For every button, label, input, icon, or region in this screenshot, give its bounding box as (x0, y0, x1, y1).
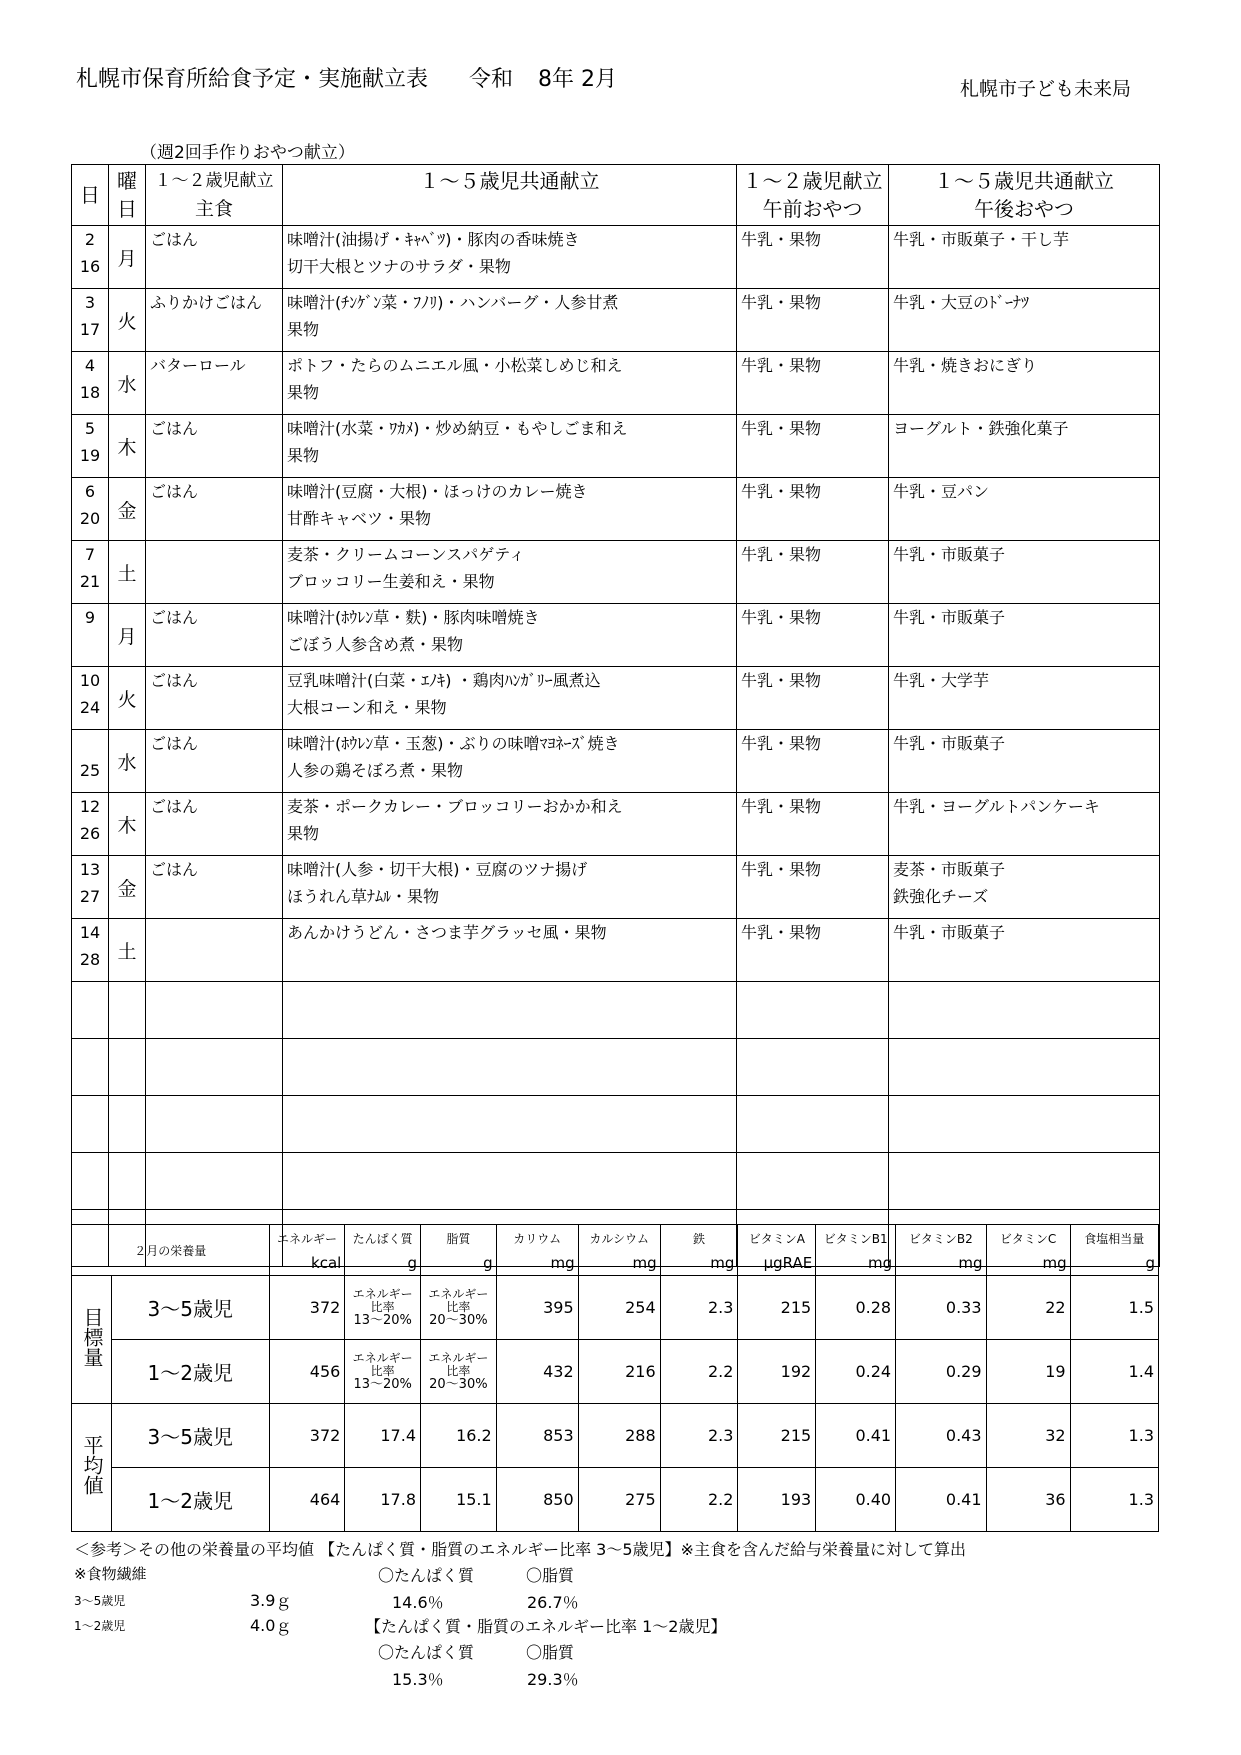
protein-label-12: 〇たんぱく質 (378, 1643, 475, 1662)
nutrient-name: カルシウム (578, 1225, 660, 1252)
reference-notes (74, 1536, 966, 1563)
staple-cell: ごはん (146, 667, 283, 730)
am-snack-cell: 牛乳・果物 (737, 541, 889, 604)
weekday-cell: 月 (109, 604, 146, 667)
date-cell (72, 352, 109, 415)
menu-row (72, 856, 1160, 919)
staple-cell: ごはん (146, 415, 283, 478)
main-dish-cell (283, 730, 737, 793)
empty-cell (146, 1096, 283, 1153)
weekday-cell: 土 (109, 541, 146, 604)
main-line-1: 豆乳味噌汁(白菜・ｴﾉｷ) ・鶏肉ﾊﾝｶﾞﾘｰ風煮込 (287, 671, 601, 690)
pm-line-1: 牛乳・ヨーグルトパンケーキ (893, 797, 1100, 816)
protein-ratio-35: 14.6％ (392, 1593, 444, 1612)
date-cell (72, 415, 109, 478)
date-cell (72, 604, 109, 667)
date-2: 16 (79, 257, 101, 276)
main-line-1: 味噌汁(ﾎｳﾚﾝ草・麩)・豚肉味噌焼き (287, 608, 540, 627)
main-line-1: 味噌汁(豆腐・大根)・ほっけのカレー焼き (287, 482, 588, 501)
main-line-2: 大根コーン和え・果物 (287, 698, 447, 717)
empty-cell (889, 1096, 1160, 1153)
menu-row (72, 667, 1160, 730)
empty-cell (283, 1153, 737, 1210)
ratio-range: 20～30% (429, 1313, 488, 1328)
nutrient-name: ビタミンA (738, 1225, 816, 1252)
fiber-age-12: 1～2歳児 (74, 1619, 126, 1633)
main-line-1: 味噌汁(水菜・ﾜｶﾒ)・炒め納豆・もやしごま和え (287, 419, 628, 438)
menu-header-row (72, 165, 1160, 226)
date-1: 2 (84, 230, 96, 249)
main-dish-cell (283, 478, 737, 541)
date-2: 24 (79, 698, 101, 717)
fiber-value-35: 3.9ｇ (250, 1591, 292, 1610)
nutrient-unit: g (421, 1251, 497, 1276)
staple-cell: ごはん (146, 478, 283, 541)
main-line-1: 麦茶・ポークカレー・ブロッコリーおかか和え (287, 797, 623, 816)
pm-snack-cell (889, 667, 1160, 730)
vitB1-value: 0.40 (816, 1468, 896, 1532)
vitC-value: 32 (986, 1404, 1070, 1468)
average-group-label (72, 1404, 112, 1532)
am-snack-cell: 牛乳・果物 (737, 667, 889, 730)
organization: 札幌市子ども未来局 (960, 78, 1132, 100)
main-line-1: 麦茶・クリームコーンスパゲティ (287, 545, 525, 564)
menu-row-empty (72, 1096, 1160, 1153)
calcium-value: 216 (578, 1340, 660, 1404)
nutrient-unit: μgRAE (738, 1251, 816, 1276)
menu-row-empty (72, 982, 1160, 1039)
date-2: 26 (79, 824, 101, 843)
date-1: 4 (84, 356, 96, 375)
nutrient-name: ビタミンB1 (816, 1225, 896, 1252)
iron-value: 2.3 (660, 1404, 738, 1468)
nutrient-unit: g (345, 1251, 421, 1276)
date-2: 27 (79, 887, 101, 906)
header-am-snack: １～２歳児献立 午前おやつ (737, 165, 889, 226)
nutrient-unit: mg (986, 1251, 1070, 1276)
main-dish-cell (283, 604, 737, 667)
nutrient-name: 食塩相当量 (1070, 1225, 1158, 1252)
ratio-label: エネルギー (352, 1351, 413, 1365)
date-cell (72, 289, 109, 352)
menu-row (72, 226, 1160, 289)
date-2: 20 (79, 509, 101, 528)
iron-value: 2.2 (660, 1340, 738, 1404)
empty-cell (109, 1039, 146, 1096)
main-dish-cell (283, 289, 737, 352)
main-line-2: 果物 (287, 446, 320, 465)
pm-snack-cell (889, 415, 1160, 478)
target-group-label (72, 1276, 112, 1404)
date-1 (72, 730, 108, 757)
fiber-label: ※食物繊維 (74, 1565, 147, 1583)
am-snack-cell: 牛乳・果物 (737, 226, 889, 289)
fat-label-35: 〇脂質 (526, 1566, 575, 1585)
am-snack-cell: 牛乳・果物 (737, 856, 889, 919)
menu-row (72, 352, 1160, 415)
main-line-2: 甘酢キャベツ・果物 (287, 509, 432, 528)
empty-cell (889, 1153, 1160, 1210)
age-group: 3～5歳児 (111, 1404, 269, 1468)
protein-value: 17.4 (345, 1404, 421, 1468)
pm-snack-cell (889, 226, 1160, 289)
empty-cell (72, 982, 109, 1039)
age-group: 1～2歳児 (111, 1340, 269, 1404)
fat-ratio-cell (421, 1276, 497, 1340)
staple-cell (146, 919, 283, 982)
empty-cell (283, 1039, 737, 1096)
date-2: 19 (79, 446, 101, 465)
vitC-value: 19 (986, 1340, 1070, 1404)
fat-ratio-35: 26.7％ (527, 1593, 579, 1612)
date-1: 7 (84, 545, 96, 564)
header-staple: １～２歳児献立 主食 (146, 165, 283, 226)
nutrient-unit: mg (896, 1251, 986, 1276)
menu-row (72, 919, 1160, 982)
calcium-value: 254 (578, 1276, 660, 1340)
date-1: 10 (79, 671, 101, 690)
weekday-cell: 水 (109, 730, 146, 793)
pm-snack-cell (889, 730, 1160, 793)
average-row (72, 1468, 1159, 1532)
main-dish-cell (283, 667, 737, 730)
main-line-1: 味噌汁(ﾁﾝｹﾞﾝ菜・ﾌﾉﾘ)・ハンバーグ・人参甘煮 (287, 293, 619, 312)
vitB1-value: 0.28 (816, 1276, 896, 1340)
main-line-2: 切干大根とツナのサラダ・果物 (287, 257, 511, 276)
fat-ratio-cell (421, 1340, 497, 1404)
nutrient-name: 脂質 (421, 1225, 497, 1252)
fat-label-12: 〇脂質 (526, 1643, 575, 1662)
weekday-cell: 土 (109, 919, 146, 982)
main-line-1: あんかけうどん・さつま芋グラッセ風・果物 (287, 923, 607, 942)
nutrient-name: たんぱく質 (345, 1225, 421, 1252)
weekday-cell: 月 (109, 226, 146, 289)
ratio-label: エネルギー (428, 1351, 489, 1365)
empty-cell (283, 1096, 737, 1153)
ratio-label-2: 比率 (446, 1364, 471, 1378)
nutrient-name: ビタミンB2 (896, 1225, 986, 1252)
main-line-1: ポトフ・たらのムニエル風・小松菜しめじ和え (287, 356, 623, 375)
empty-cell (737, 1039, 889, 1096)
iron-value: 2.3 (660, 1276, 738, 1340)
weekday-cell: 金 (109, 478, 146, 541)
main-line-1: 味噌汁(油揚げ・ｷｬﾍﾞﾂ)・豚肉の香味焼き (287, 230, 580, 249)
vitB2-value: 0.33 (896, 1276, 986, 1340)
pm-line-1: 牛乳・大豆のﾄﾞｰﾅﾂ (893, 293, 1030, 312)
empty-cell (146, 1039, 283, 1096)
iron-value: 2.2 (660, 1468, 738, 1532)
nutrient-unit: mg (578, 1251, 660, 1276)
header-main: １～５歳児共通献立 (283, 165, 737, 226)
pm-line-2: 鉄強化チーズ (893, 887, 989, 906)
date-cell (72, 226, 109, 289)
empty-cell (146, 982, 283, 1039)
ratio-range: 13～20% (353, 1377, 412, 1392)
main-line-2: 果物 (287, 320, 320, 339)
pm-line-1: 牛乳・焼きおにぎり (893, 356, 1038, 375)
date-1: 14 (79, 923, 101, 942)
ratio-range: 20～30% (429, 1377, 488, 1392)
target-row (72, 1340, 1159, 1404)
protein-ratio-cell (345, 1276, 421, 1340)
nutrient-name: ビタミンC (986, 1225, 1070, 1252)
nutrition-title: ２月の栄養量 (72, 1225, 270, 1276)
main-line-2: ごぼう人参含め煮・果物 (287, 635, 464, 654)
nutrient-name: エネルギー (269, 1225, 345, 1252)
staple-cell: ふりかけごはん (146, 289, 283, 352)
pm-snack-cell (889, 919, 1160, 982)
vitB1-value: 0.24 (816, 1340, 896, 1404)
date-2: 21 (79, 572, 101, 591)
pm-line-1: 麦茶・市販菓子 (893, 860, 1006, 879)
empty-cell (283, 982, 737, 1039)
group-label-text: 平均値 (79, 1434, 104, 1495)
staple-cell: ごはん (146, 604, 283, 667)
fat-value: 16.2 (421, 1404, 497, 1468)
date-cell (72, 730, 109, 793)
ratio-label: エネルギー (428, 1287, 489, 1301)
am-snack-cell: 牛乳・果物 (737, 415, 889, 478)
pm-snack-cell (889, 289, 1160, 352)
ratio-label-2: 比率 (370, 1364, 395, 1378)
main-line-1: 味噌汁(ﾎｳﾚﾝ草・玉葱)・ぶりの味噌ﾏﾖﾈｰｽﾞ焼き (287, 734, 620, 753)
protein-value: 17.8 (345, 1468, 421, 1532)
am-snack-cell: 牛乳・果物 (737, 730, 889, 793)
weekday-cell: 木 (109, 793, 146, 856)
energy-value: 456 (269, 1340, 345, 1404)
title-text: 札幌市保育所給食予定・実施献立表 (76, 67, 429, 92)
main-line-2: 果物 (287, 824, 320, 843)
main-dish-cell (283, 793, 737, 856)
am-snack-cell: 牛乳・果物 (737, 919, 889, 982)
date-cell (72, 919, 109, 982)
salt-value: 1.3 (1070, 1468, 1158, 1532)
protein-ratio-cell (345, 1340, 421, 1404)
staple-cell: バターロール (146, 352, 283, 415)
nutrient-unit: mg (816, 1251, 896, 1276)
menu-row (72, 604, 1160, 667)
main-dish-cell (283, 226, 737, 289)
nutrient-name: カリウム (496, 1225, 578, 1252)
empty-cell (109, 982, 146, 1039)
weekday-cell: 火 (109, 667, 146, 730)
pm-line-1: 牛乳・豆パン (893, 482, 990, 501)
date-2: 28 (79, 950, 101, 969)
potassium-value: 853 (496, 1404, 578, 1468)
energy-value: 372 (269, 1404, 345, 1468)
date-2: 25 (79, 761, 101, 780)
salt-value: 1.5 (1070, 1276, 1158, 1340)
snack-note: （週2回手作りおやつ献立） (140, 143, 355, 163)
main-line-1: 味噌汁(人参・切干大根)・豆腐のツナ揚げ (287, 860, 588, 879)
ratio-heading-12: 【たんぱく質・脂質のエネルギー比率 1～2歳児】 (365, 1617, 727, 1636)
nutrient-unit: g (1070, 1251, 1158, 1276)
staple-cell: ごはん (146, 730, 283, 793)
group-label-text: 目標量 (79, 1306, 104, 1367)
pm-line-1: 牛乳・市販菓子 (893, 923, 1006, 942)
vitA-value: 215 (738, 1276, 816, 1340)
vitB2-value: 0.29 (896, 1340, 986, 1404)
reference-line: ＜参考＞その他の栄養量の平均値 【たんぱく質・脂質のエネルギー比率 3～5歳児】※主食を含んだ給与栄養量に対して算出 (74, 1540, 966, 1559)
pm-snack-cell (889, 541, 1160, 604)
empty-cell (737, 1096, 889, 1153)
energy-value: 464 (269, 1468, 345, 1532)
calcium-value: 288 (578, 1404, 660, 1468)
main-dish-cell (283, 352, 737, 415)
target-row (72, 1276, 1159, 1340)
menu-row-empty (72, 1039, 1160, 1096)
am-snack-cell: 牛乳・果物 (737, 289, 889, 352)
vitB2-value: 0.41 (896, 1468, 986, 1532)
main-line-2: 人参の鶏そぼろ煮・果物 (287, 761, 464, 780)
date-1: 3 (84, 293, 96, 312)
date-2: 18 (79, 383, 101, 402)
header-day: 日 (72, 165, 109, 226)
date-1: 12 (79, 797, 101, 816)
calcium-value: 275 (578, 1468, 660, 1532)
protein-label-35: 〇たんぱく質 (378, 1566, 475, 1585)
empty-cell (889, 982, 1160, 1039)
pm-line-1: 牛乳・市販菓子 (893, 734, 1006, 753)
menu-row (72, 478, 1160, 541)
staple-cell: ごはん (146, 856, 283, 919)
date-1: 13 (79, 860, 101, 879)
protein-ratio-12: 15.3％ (392, 1670, 444, 1689)
empty-cell (109, 1153, 146, 1210)
header-dow: 曜 日 (109, 165, 146, 226)
vitC-value: 36 (986, 1468, 1070, 1532)
nutrient-unit: mg (496, 1251, 578, 1276)
era: 令和 (469, 67, 514, 92)
pm-snack-cell (889, 478, 1160, 541)
vitA-value: 215 (738, 1404, 816, 1468)
vitB2-value: 0.43 (896, 1404, 986, 1468)
date-1: 5 (84, 419, 96, 438)
nutrient-unit: kcal (269, 1251, 345, 1276)
nutrient-name: 鉄 (660, 1225, 738, 1252)
date-1: 6 (84, 482, 96, 501)
main-dish-cell (283, 541, 737, 604)
date-cell (72, 478, 109, 541)
main-line-2: ほうれん草ﾅﾑﾙ・果物 (287, 887, 440, 906)
menu-row (72, 541, 1160, 604)
empty-cell (72, 1039, 109, 1096)
date-1: 9 (84, 608, 96, 627)
menu-row (72, 289, 1160, 352)
ratio-label-2: 比率 (370, 1300, 395, 1314)
fiber-value-12: 4.0ｇ (250, 1616, 292, 1635)
empty-cell (72, 1153, 109, 1210)
pm-snack-cell (889, 604, 1160, 667)
vitB1-value: 0.41 (816, 1404, 896, 1468)
potassium-value: 395 (496, 1276, 578, 1340)
main-line-2: ブロッコリー生姜和え・果物 (287, 572, 495, 591)
pm-line-1: 牛乳・市販菓子 (893, 608, 1006, 627)
potassium-value: 850 (496, 1468, 578, 1532)
ratio-label: エネルギー (352, 1287, 413, 1301)
menu-row-empty (72, 1153, 1160, 1210)
header-pm-snack: １～５歳児共通献立 午後おやつ (889, 165, 1160, 226)
page-title (76, 62, 651, 93)
nutrient-name-row (72, 1225, 1159, 1252)
am-snack-cell: 牛乳・果物 (737, 352, 889, 415)
vitA-value: 192 (738, 1340, 816, 1404)
staple-cell: ごはん (146, 793, 283, 856)
main-line-2: 果物 (287, 383, 320, 402)
fat-ratio-12: 29.3％ (527, 1670, 579, 1689)
main-dish-cell (283, 415, 737, 478)
potassium-value: 432 (496, 1340, 578, 1404)
pm-line-1: 牛乳・大学芋 (893, 671, 990, 690)
main-dish-cell (283, 856, 737, 919)
vitC-value: 22 (986, 1276, 1070, 1340)
pm-line-1: 牛乳・市販菓子・干し芋 (893, 230, 1070, 249)
menu-row (72, 730, 1160, 793)
pm-line-1: 牛乳・市販菓子 (893, 545, 1006, 564)
age-group: 3～5歳児 (111, 1276, 269, 1340)
average-row (72, 1404, 1159, 1468)
staple-cell: ごはん (146, 226, 283, 289)
date-2: 17 (79, 320, 101, 339)
year-month: 8年 2月 (538, 67, 618, 92)
empty-cell (737, 1153, 889, 1210)
menu-row (72, 793, 1160, 856)
age-group: 1～2歳児 (111, 1468, 269, 1532)
empty-cell (889, 1039, 1160, 1096)
staple-cell (146, 541, 283, 604)
pm-snack-cell (889, 352, 1160, 415)
pm-line-1: ヨーグルト・鉄強化菓子 (893, 419, 1069, 438)
menu-table (71, 164, 1160, 1267)
weekday-cell: 水 (109, 352, 146, 415)
salt-value: 1.3 (1070, 1404, 1158, 1468)
energy-value: 372 (269, 1276, 345, 1340)
vitA-value: 193 (738, 1468, 816, 1532)
fat-value: 15.1 (421, 1468, 497, 1532)
date-cell (72, 793, 109, 856)
empty-cell (737, 982, 889, 1039)
pm-snack-cell (889, 793, 1160, 856)
ratio-range: 13～20% (353, 1313, 412, 1328)
fiber-age-35: 3～5歳児 (74, 1594, 126, 1608)
ratio-label-2: 比率 (446, 1300, 471, 1314)
date-cell (72, 667, 109, 730)
nutrient-unit: mg (660, 1251, 738, 1276)
weekday-cell: 木 (109, 415, 146, 478)
salt-value: 1.4 (1070, 1340, 1158, 1404)
date-cell (72, 856, 109, 919)
nutrition-table (71, 1224, 1159, 1532)
am-snack-cell: 牛乳・果物 (737, 604, 889, 667)
am-snack-cell: 牛乳・果物 (737, 793, 889, 856)
menu-row (72, 415, 1160, 478)
date-cell (72, 541, 109, 604)
main-dish-cell (283, 919, 737, 982)
am-snack-cell: 牛乳・果物 (737, 478, 889, 541)
empty-cell (109, 1096, 146, 1153)
empty-cell (146, 1153, 283, 1210)
weekday-cell: 金 (109, 856, 146, 919)
empty-cell (72, 1096, 109, 1153)
pm-snack-cell (889, 856, 1160, 919)
weekday-cell: 火 (109, 289, 146, 352)
